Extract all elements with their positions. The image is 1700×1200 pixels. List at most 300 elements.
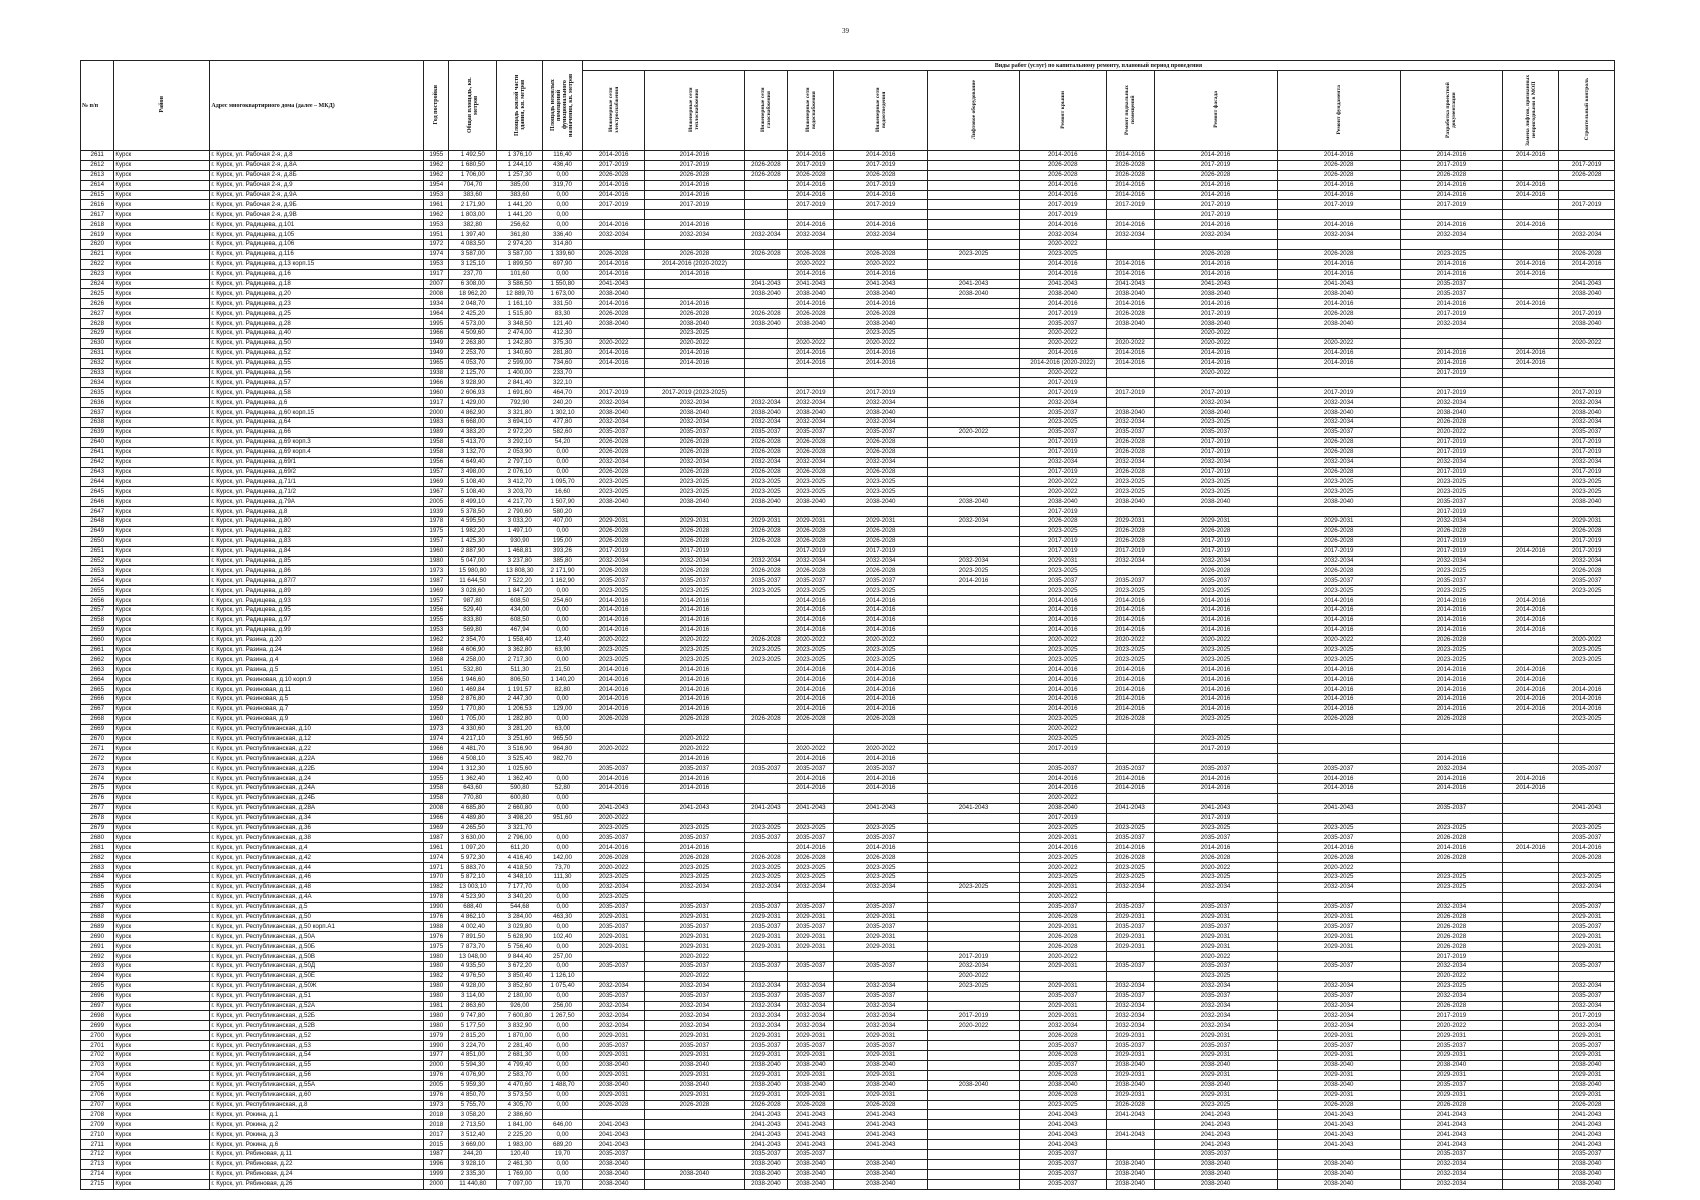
work-period-cell xyxy=(1559,892,1615,902)
living-area-cell: 2 180,00 xyxy=(497,991,543,1001)
district-cell: Курск xyxy=(114,230,210,240)
living-area-cell: 2 796,00 xyxy=(497,833,543,843)
total-area-cell: 13 048,00 xyxy=(449,952,497,962)
work-period-cell: 2020-2022 xyxy=(1154,338,1277,348)
year-cell: 1966 xyxy=(424,754,449,764)
work-period-cell: 2032-2034 xyxy=(582,1021,645,1031)
work-period-cell: 2023-2025 xyxy=(1106,873,1154,883)
work-period-cell xyxy=(1559,240,1615,250)
work-period-cell: 2035-2037 xyxy=(1400,1149,1502,1159)
living-area-cell: 3 850,40 xyxy=(497,971,543,981)
work-period-cell: 2023-2025 xyxy=(928,882,1020,892)
work-period-cell: 2014-2016 xyxy=(1106,615,1154,625)
row-number-cell: 2690 xyxy=(81,932,114,942)
address-cell: г. Курск, ул. Республиканская, д.5 xyxy=(210,902,424,912)
work-period-cell: 2014-2016 xyxy=(645,605,744,615)
work-period-cell: 2020-2022 xyxy=(582,863,645,873)
table-row xyxy=(81,1149,1615,1159)
work-period-cell: 2014-2016 xyxy=(645,665,744,675)
work-period-cell: 2032-2034 xyxy=(1559,418,1615,428)
year-cell: 1970 xyxy=(424,873,449,883)
work-period-cell: 2014-2016 xyxy=(1154,358,1277,368)
work-period-cell: 2014-2016 xyxy=(1154,665,1277,675)
address-cell: г. Курск, ул. Республиканская, д.28А xyxy=(210,803,424,813)
work-period-cell xyxy=(928,675,1020,685)
nonres-area-cell: 0,00 xyxy=(543,793,583,803)
nonres-area-cell: 63,90 xyxy=(543,645,583,655)
work-period-cell: 2023-2025 xyxy=(1106,586,1154,596)
work-period-cell: 2020-2022 xyxy=(1400,971,1502,981)
work-period-cell: 2014-2016 xyxy=(1154,596,1277,606)
work-period-cell: 2014-2016 xyxy=(582,220,645,230)
table-row xyxy=(81,200,1615,210)
district-cell: Курск xyxy=(114,1001,210,1011)
work-period-cell xyxy=(788,734,834,744)
work-period-cell: 2032-2034 xyxy=(1106,981,1154,991)
work-period-cell xyxy=(928,902,1020,912)
work-period-cell: 2032-2034 xyxy=(788,398,834,408)
total-area-cell: 1 492,50 xyxy=(449,151,497,161)
work-period-cell: 2029-2031 xyxy=(1277,1031,1400,1041)
address-cell: г. Курск, ул. Рокина, д.1 xyxy=(210,1110,424,1120)
district-cell: Курск xyxy=(114,932,210,942)
work-period-cell: 2032-2034 xyxy=(645,882,744,892)
nonres-area-cell: 0,00 xyxy=(543,902,583,912)
work-period-cell xyxy=(928,754,1020,764)
work-period-cell: 2023-2025 xyxy=(1559,873,1615,883)
nonres-area-cell: 0,00 xyxy=(543,833,583,843)
living-area-cell: 3 237,80 xyxy=(497,556,543,566)
district-cell: Курск xyxy=(114,655,210,665)
total-area-cell: 4 265,50 xyxy=(449,823,497,833)
work-period-cell: 2017-2019 xyxy=(1559,388,1615,398)
work-period-cell: 2035-2037 xyxy=(744,576,788,586)
district-cell: Курск xyxy=(114,665,210,675)
work-period-cell: 2023-2025 xyxy=(1277,655,1400,665)
work-period-cell: 2020-2022 xyxy=(1559,635,1615,645)
work-period-cell: 2035-2037 xyxy=(1154,922,1277,932)
work-period-cell: 2026-2028 xyxy=(834,714,928,724)
work-period-cell xyxy=(645,1159,744,1169)
district-cell: Курск xyxy=(114,289,210,299)
table-row xyxy=(81,319,1615,329)
work-period-cell: 2020-2022 xyxy=(1154,368,1277,378)
nonres-area-cell: 964,80 xyxy=(543,744,583,754)
total-area-cell: 3 587,00 xyxy=(449,249,497,259)
work-period-cell: 2014-2016 xyxy=(1503,615,1559,625)
year-cell: 1980 xyxy=(424,556,449,566)
work-period-cell: 2026-2028 xyxy=(1277,536,1400,546)
work-period-cell: 2035-2037 xyxy=(645,922,744,932)
work-period-cell: 2032-2034 xyxy=(582,398,645,408)
district-cell: Курск xyxy=(114,625,210,635)
total-area-cell: 6 668,00 xyxy=(449,418,497,428)
work-period-cell: 2032-2034 xyxy=(1154,230,1277,240)
work-period-cell xyxy=(834,1149,928,1159)
table-row xyxy=(81,546,1615,556)
nonres-area-cell: 1 302,10 xyxy=(543,408,583,418)
work-period-cell: 2014-2016 xyxy=(1154,190,1277,200)
work-period-cell xyxy=(1503,566,1559,576)
work-period-cell: 2035-2037 xyxy=(1277,427,1400,437)
work-period-cell xyxy=(1277,368,1400,378)
work-period-cell: 2023-2025 xyxy=(1277,586,1400,596)
work-period-cell xyxy=(834,793,928,803)
living-area-cell: 792,90 xyxy=(497,398,543,408)
nonres-area-cell: 0,00 xyxy=(543,1130,583,1140)
table-row xyxy=(81,249,1615,259)
total-area-cell: 688,40 xyxy=(449,902,497,912)
work-period-cell: 2032-2034 xyxy=(1559,1021,1615,1031)
work-period-cell xyxy=(928,1159,1020,1169)
work-period-cell xyxy=(1400,329,1502,339)
row-number-cell: 2665 xyxy=(81,685,114,695)
work-period-cell: 2035-2037 xyxy=(1400,289,1502,299)
work-period-cell: 2035-2037 xyxy=(582,427,645,437)
row-number-cell: 2626 xyxy=(81,299,114,309)
table-row xyxy=(81,507,1615,517)
work-period-cell: 2035-2037 xyxy=(645,427,744,437)
work-period-cell: 2023-2025 xyxy=(582,873,645,883)
work-period-cell: 2014-2016 xyxy=(1277,259,1400,269)
work-period-cell xyxy=(1559,971,1615,981)
work-period-cell: 2023-2025 xyxy=(1019,734,1106,744)
nonres-area-cell: 1 507,90 xyxy=(543,497,583,507)
address-cell: г. Курск, ул. Радищева, д.57 xyxy=(210,378,424,388)
work-period-cell: 2014-2016 xyxy=(1503,596,1559,606)
work-period-cell xyxy=(1400,734,1502,744)
year-cell: 1979 xyxy=(424,1031,449,1041)
work-period-cell: 2032-2034 xyxy=(744,457,788,467)
work-period-cell: 2032-2034 xyxy=(1277,457,1400,467)
living-area-cell: 1 497,10 xyxy=(497,526,543,536)
work-period-cell: 2032-2034 xyxy=(1019,457,1106,467)
work-period-cell: 2041-2043 xyxy=(744,1110,788,1120)
work-period-cell: 2038-2040 xyxy=(1559,408,1615,418)
work-period-cell: 2038-2040 xyxy=(834,1060,928,1070)
total-area-cell: 4 523,90 xyxy=(449,892,497,902)
address-cell: г. Курск, ул. Радищева, д.86 xyxy=(210,566,424,576)
district-cell: Курск xyxy=(114,734,210,744)
work-period-cell xyxy=(1503,408,1559,418)
table-row xyxy=(81,259,1615,269)
year-cell: 1989 xyxy=(424,427,449,437)
table-row xyxy=(81,1159,1615,1169)
address-cell: г. Курск, ул. Резиновая, д.10 корп.9 xyxy=(210,675,424,685)
work-period-cell xyxy=(1106,724,1154,734)
address-cell: г. Курск, ул. Рабочая 2-я, д.9 xyxy=(210,180,424,190)
work-period-cell: 2014-2016 xyxy=(834,665,928,675)
work-period-cell: 2029-2031 xyxy=(1277,942,1400,952)
work-period-cell: 2032-2034 xyxy=(645,556,744,566)
work-period-cell: 2032-2034 xyxy=(1019,398,1106,408)
living-area-cell: 1 983,00 xyxy=(497,1140,543,1150)
nonres-area-cell: 982,70 xyxy=(543,754,583,764)
work-period-cell: 2038-2040 xyxy=(1277,1060,1400,1070)
work-period-cell: 2032-2034 xyxy=(1277,230,1400,240)
living-area-cell: 2 386,60 xyxy=(497,1110,543,1120)
work-period-cell xyxy=(928,724,1020,734)
work-period-cell: 2032-2034 xyxy=(645,418,744,428)
district-cell: Курск xyxy=(114,210,210,220)
year-cell: 1962 xyxy=(424,210,449,220)
work-period-cell: 2014-2016 xyxy=(1019,269,1106,279)
nonres-area-cell: 111,30 xyxy=(543,873,583,883)
work-period-cell xyxy=(788,210,834,220)
work-period-cell xyxy=(744,358,788,368)
work-period-cell: 2038-2040 xyxy=(1559,1179,1615,1189)
living-area-cell: 3 321,80 xyxy=(497,408,543,418)
nonres-area-cell: 1 126,10 xyxy=(543,971,583,981)
work-period-cell xyxy=(744,971,788,981)
row-number-cell: 2706 xyxy=(81,1090,114,1100)
work-period-cell: 2014-2016 xyxy=(582,675,645,685)
work-period-cell: 2023-2025 xyxy=(1400,566,1502,576)
row-number-cell: 2708 xyxy=(81,1110,114,1120)
work-period-cell xyxy=(645,1140,744,1150)
work-period-cell: 2041-2043 xyxy=(1154,279,1277,289)
work-period-cell: 2023-2025 xyxy=(1019,566,1106,576)
row-number-cell: 2694 xyxy=(81,971,114,981)
work-period-cell: 2032-2034 xyxy=(645,398,744,408)
page-number: 39 xyxy=(842,27,849,35)
work-period-cell: 2023-2025 xyxy=(1277,477,1400,487)
row-number-cell: 2640 xyxy=(81,437,114,447)
work-period-cell: 2035-2037 xyxy=(1277,1041,1400,1051)
address-cell: г. Курск, ул. Республиканская, д.50Б xyxy=(210,942,424,952)
table-row xyxy=(81,1031,1615,1041)
work-period-cell: 2035-2037 xyxy=(834,1041,928,1051)
district-cell: Курск xyxy=(114,497,210,507)
work-period-cell xyxy=(1559,744,1615,754)
work-period-cell: 2035-2037 xyxy=(744,427,788,437)
year-cell: 1978 xyxy=(424,892,449,902)
work-period-cell: 2014-2016 xyxy=(645,754,744,764)
work-period-cell xyxy=(1559,220,1615,230)
work-period-cell: 2032-2034 xyxy=(1106,418,1154,428)
year-cell: 1917 xyxy=(424,398,449,408)
row-number-cell: 2672 xyxy=(81,754,114,764)
total-area-cell: 4 685,80 xyxy=(449,803,497,813)
work-period-cell: 2035-2037 xyxy=(834,833,928,843)
work-period-cell: 2038-2040 xyxy=(744,289,788,299)
row-number-cell: 2681 xyxy=(81,843,114,853)
work-period-cell: 2035-2037 xyxy=(788,922,834,932)
work-period-cell: 2014-2016 xyxy=(1106,358,1154,368)
table-row xyxy=(81,744,1615,754)
nonres-area-cell: 412,30 xyxy=(543,329,583,339)
work-period-cell xyxy=(1106,971,1154,981)
living-area-cell: 3 573,50 xyxy=(497,1090,543,1100)
nonres-area-cell: 254,60 xyxy=(543,596,583,606)
work-period-cell: 2014-2016 xyxy=(1106,180,1154,190)
address-cell: г. Курск, ул. Радищева, д.20 xyxy=(210,289,424,299)
work-period-cell: 2038-2040 xyxy=(1277,1169,1400,1179)
address-cell: г. Курск, ул. Рябиновая, д.26 xyxy=(210,1179,424,1189)
work-period-cell xyxy=(1503,1110,1559,1120)
work-period-cell: 2041-2043 xyxy=(582,803,645,813)
year-cell: 1960 xyxy=(424,388,449,398)
work-period-cell: 2035-2037 xyxy=(1019,1179,1106,1189)
work-period-cell: 2026-2028 xyxy=(1559,249,1615,259)
work-period-cell xyxy=(1559,299,1615,309)
district-cell: Курск xyxy=(114,477,210,487)
living-area-cell: 1 441,20 xyxy=(497,200,543,210)
work-period-cell xyxy=(582,378,645,388)
living-area-cell: 2 447,30 xyxy=(497,694,543,704)
work-period-cell: 2014-2016 xyxy=(788,358,834,368)
address-cell: г. Курск, ул. Радищева, д.84 xyxy=(210,546,424,556)
work-period-cell: 2029-2031 xyxy=(1277,1051,1400,1061)
living-area-cell: 7 097,00 xyxy=(497,1179,543,1189)
work-period-cell: 2038-2040 xyxy=(1019,289,1106,299)
work-period-cell: 2032-2034 xyxy=(582,230,645,240)
table-row xyxy=(81,1100,1615,1110)
work-period-cell: 2026-2028 xyxy=(744,437,788,447)
nonres-area-cell: 129,00 xyxy=(543,704,583,714)
work-period-cell: 2023-2025 xyxy=(582,823,645,833)
work-period-cell: 2032-2034 xyxy=(1559,556,1615,566)
table-row xyxy=(81,942,1615,952)
work-period-cell: 2038-2040 xyxy=(834,408,928,418)
work-period-cell xyxy=(645,378,744,388)
nonres-area-cell: 322,10 xyxy=(543,378,583,388)
work-period-cell: 2035-2037 xyxy=(1559,991,1615,1001)
work-period-cell: 2029-2031 xyxy=(744,516,788,526)
work-period-cell: 2026-2028 xyxy=(744,714,788,724)
living-area-cell: 544,68 xyxy=(497,902,543,912)
work-period-cell: 2032-2034 xyxy=(1154,1001,1277,1011)
district-cell: Курск xyxy=(114,793,210,803)
district-cell: Курск xyxy=(114,823,210,833)
work-period-cell: 2035-2037 xyxy=(1106,764,1154,774)
work-period-cell xyxy=(834,813,928,823)
work-period-cell: 2038-2040 xyxy=(834,1159,928,1169)
work-period-cell xyxy=(1559,734,1615,744)
work-period-cell: 2032-2034 xyxy=(645,457,744,467)
work-period-cell: 2020-2022 xyxy=(582,813,645,823)
table-row xyxy=(81,1051,1615,1061)
col-header-living-area: Площадь жилой части здания, кв. метров xyxy=(497,61,543,151)
work-period-cell xyxy=(834,368,928,378)
work-period-cell: 2035-2037 xyxy=(582,833,645,843)
work-period-cell xyxy=(928,942,1020,952)
year-cell: 1958 xyxy=(424,793,449,803)
row-number-cell: 2686 xyxy=(81,892,114,902)
work-period-cell xyxy=(744,843,788,853)
district-cell: Курск xyxy=(114,556,210,566)
work-period-cell: 2014-2016 xyxy=(1277,220,1400,230)
work-period-cell: 2032-2034 xyxy=(1154,556,1277,566)
work-period-cell: 2041-2043 xyxy=(834,279,928,289)
work-period-cell: 2032-2034 xyxy=(1400,556,1502,566)
row-number-cell: 2674 xyxy=(81,774,114,784)
row-number-cell: 2621 xyxy=(81,249,114,259)
living-area-cell: 361,80 xyxy=(497,230,543,240)
work-period-cell xyxy=(1503,902,1559,912)
work-period-cell: 2029-2031 xyxy=(582,932,645,942)
table-row xyxy=(81,348,1615,358)
work-period-cell xyxy=(1400,378,1502,388)
living-area-cell: 3 672,20 xyxy=(497,962,543,972)
work-period-cell: 2032-2034 xyxy=(645,1021,744,1031)
living-area-cell: 2 790,60 xyxy=(497,507,543,517)
work-period-cell: 2023-2025 xyxy=(1559,487,1615,497)
work-period-cell: 2014-2016 xyxy=(1400,843,1502,853)
work-period-cell: 2014-2016 xyxy=(834,704,928,714)
work-period-cell: 2041-2043 xyxy=(928,279,1020,289)
year-cell: 1962 xyxy=(424,170,449,180)
address-cell: г. Курск, ул. Разина, д.24 xyxy=(210,645,424,655)
work-period-cell: 2014-2016 xyxy=(1400,625,1502,635)
work-period-cell: 2038-2040 xyxy=(834,497,928,507)
row-number-cell: 2634 xyxy=(81,378,114,388)
nonres-area-cell: 0,00 xyxy=(543,625,583,635)
work-period-cell: 2014-2016 xyxy=(1400,675,1502,685)
district-cell: Курск xyxy=(114,437,210,447)
work-period-cell: 2026-2028 xyxy=(744,526,788,536)
col-header-year: Год постройки xyxy=(424,61,449,151)
work-period-cell: 2014-2016 xyxy=(1503,685,1559,695)
work-period-cell xyxy=(1503,635,1559,645)
work-period-cell: 2014-2016 xyxy=(1277,694,1400,704)
work-period-cell xyxy=(928,388,1020,398)
nonres-area-cell: 0,00 xyxy=(543,922,583,932)
nonres-area-cell xyxy=(543,1110,583,1120)
work-period-cell: 2014-2016 xyxy=(1019,190,1106,200)
work-period-cell: 2020-2022 xyxy=(834,259,928,269)
work-period-cell xyxy=(1503,922,1559,932)
nonres-area-cell: 0,00 xyxy=(543,269,583,279)
work-period-cell xyxy=(1503,1130,1559,1140)
work-period-cell: 2029-2031 xyxy=(788,932,834,942)
table-row xyxy=(81,378,1615,388)
work-period-cell: 2035-2037 xyxy=(1559,922,1615,932)
col-header-work-9: Ремонт фасада xyxy=(1154,71,1277,151)
work-period-cell: 2023-2025 xyxy=(1019,526,1106,536)
work-period-cell: 2017-2019 xyxy=(1400,952,1502,962)
work-period-cell: 2017-2019 xyxy=(788,546,834,556)
table-row xyxy=(81,210,1615,220)
district-cell: Курск xyxy=(114,1159,210,1169)
table-row xyxy=(81,408,1615,418)
row-number-cell: 2662 xyxy=(81,655,114,665)
table-row xyxy=(81,873,1615,883)
table-row xyxy=(81,586,1615,596)
total-area-cell: 4 935,50 xyxy=(449,962,497,972)
work-period-cell: 2017-2019 xyxy=(1019,437,1106,447)
work-period-cell xyxy=(1559,813,1615,823)
year-cell: 1980 xyxy=(424,981,449,991)
work-period-cell: 2023-2025 xyxy=(834,823,928,833)
work-period-cell: 2035-2037 xyxy=(788,1041,834,1051)
living-area-cell: 3 348,50 xyxy=(497,319,543,329)
nonres-area-cell: 0,00 xyxy=(543,803,583,813)
address-cell: г. Курск, ул. Республиканская, д.51 xyxy=(210,991,424,1001)
work-period-cell: 2029-2031 xyxy=(834,1031,928,1041)
district-cell: Курск xyxy=(114,912,210,922)
work-period-cell: 2026-2028 xyxy=(1277,309,1400,319)
row-number-cell: 2693 xyxy=(81,962,114,972)
work-period-cell xyxy=(744,744,788,754)
nonres-area-cell: 1 267,50 xyxy=(543,1011,583,1021)
work-period-cell: 2017-2019 xyxy=(645,160,744,170)
table-row xyxy=(81,279,1615,289)
total-area-cell: 4 851,00 xyxy=(449,1051,497,1061)
work-period-cell: 2020-2022 xyxy=(1277,635,1400,645)
work-period-cell xyxy=(744,200,788,210)
total-area-cell: 3 224,70 xyxy=(449,1041,497,1051)
